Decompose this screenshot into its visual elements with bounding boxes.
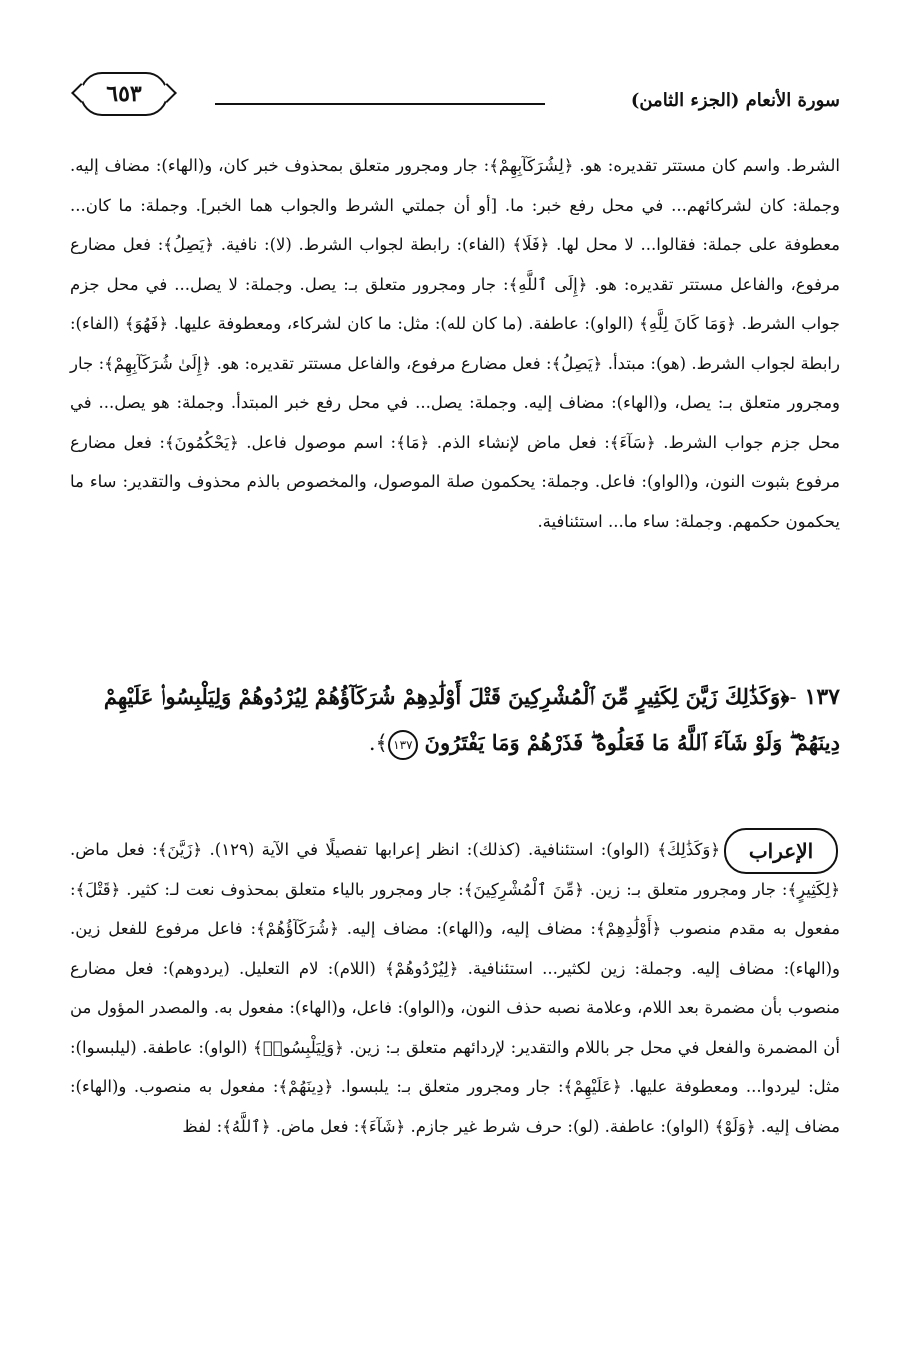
running-title: سورة الأنعام (الجزء الثامن) [630, 90, 840, 111]
page-header [70, 72, 840, 120]
irab-paragraph: ﴿وَكَذَٰلِكَ﴾ (الواو): استئنافية. (كذلك): انظر إعرابها تفصيلًا في الآية (١٢٩). ﴿زَيَّنَ﴾: فعل ماض. ﴿لِكَثِيرٍ﴾: جار ومجرور متعلق بـ: زين. ﴿مِّنَ ٱلْمُشْرِكِينَ﴾: جار ومجرور بالياء متعلق بمحذوف نعت لـ: كثير. ﴿قَتْلَ﴾: مفعول به مقدم منصوب ﴿أَوْلَٰدِهِمْ﴾: مضاف إليه، و(الهاء): مضاف إليه. ﴿شُرَكَآؤُهُمْ﴾: فاعل مرفوع للفعل زين. و(الهاء): مضاف إليه. وجملة: زين لكثير... استئنافية. ﴿لِيُرْدُوهُمْ﴾ (اللام): لام التعليل. (يردوهم): فعل مضارع منصوب بأن مضمرة بعد اللام، وعلامة نصبه حذف النون، و(الواو): فاعل، و(الهاء): مفعول به. والمصدر المؤول من أن المضمرة والفعل في محل جر باللام والتقدير: لإردائهم متعلق بـ: زين. ﴿وَلِيَلْبِسُوا۟﴾ (الواو): عاطفة. (ليلبسوا): مثل: ليردوا... ومعطوفة عليها. ﴿عَلَيْهِمْ﴾: جار ومجرور متعلق بـ: يلبسوا. ﴿دِينَهُمْ﴾: مفعول به منصوب. و(الهاء): مضاف إليه. ﴿وَلَوْ﴾ (الواو): عاطفة. (لو): حرف شرط غير جازم. ﴿شَآءَ﴾: فعل ماض. ﴿ٱللَّهُ﴾: لفظ [70, 840, 840, 1136]
verse-block [70, 674, 840, 766]
verse-number: ١٣٧ [804, 684, 840, 710]
verse-closing: ﴾. [368, 731, 388, 755]
verse-end-icon: ١٣٧ [388, 730, 418, 760]
verse-text: ﴿وَكَذَٰلِكَ زَيَّنَ لِكَثِيرٍ مِّنَ ٱلْمُشْرِكِينَ قَتْلَ أَوْلَٰدِهِمْ شُرَكَآؤُهُمْ لِيُرْدُوهُمْ وَلِيَلْبِسُوا۟ عَلَيْهِمْ دِينَهُمْ ۖ وَلَوْ شَآءَ ٱللَّهُ مَا فَعَلُوهُ ۖ فَذَرْهُمْ وَمَا يَفْتَرُونَ [103, 684, 840, 755]
commentary-text [70, 146, 840, 541]
header-rule [215, 103, 545, 105]
commentary-paragraph: الشرط. واسم كان مستتر تقديره: هو. ﴿لِشُرَكَآبِهِمْ﴾: جار ومجرور متعلق بمحذوف خبر كان، و(الهاء): مضاف إليه. وجملة: كان لشركائهم... في محل رفع خبر: ما. [أو أن جملتي الشرط والجواب هما الخبر]. وجملة: ما كان... معطوفة على جملة: فقالوا... لا محل لها. ﴿فَلَا﴾ (الفاء): رابطة لجواب الشرط. (لا): نافية. ﴿يَصِلُ﴾: فعل مضارع مرفوع، والفاعل مستتر تقديره: هو. ﴿إِلَى ٱللَّهِ﴾: جار ومجرور متعلق بـ: يصل. وجملة: لا يصل... في محل جزم جواب الشرط. ﴿وَمَا كَانَ لِلَّهِ﴾ (الواو): عاطفة. (ما كان لله): مثل: ما كان لشركاء، ومعطوفة عليها. ﴿فَهُوَ﴾ (الفاء): رابطة لجواب الشرط. (هو): مبتدأ. ﴿يَصِلُ﴾: فعل مضارع مرفوع، والفاعل مستتر تقديره: هو. ﴿إِلَىٰ شُرَكَآبِهِمْ﴾: جار ومجرور متعلق بـ: يصل، و(الهاء): مضاف إليه. وجملة: يصل... في محل رفع خبر المبتدأ. وجملة: هو يصل... في محل جزم جواب الشرط. ﴿سَآءَ﴾: فعل ماض لإنشاء الذم. ﴿مَا﴾: اسم موصول فاعل. ﴿يَحْكُمُونَ﴾: فعل مضارع مرفوع بثبوت النون، و(الواو): فاعل. وجملة: يحكمون صلة الموصول، والمخصوص بالذم محذوف والتقدير: ساء ما يحكمون حكمهم. وجملة: ساء ما... استئنافية. [70, 156, 840, 531]
verse-dash: - [789, 685, 797, 709]
irab-badge: الإعراب [724, 828, 838, 874]
page-number: ٦٥٣ [80, 72, 168, 116]
irab-text [70, 830, 840, 1146]
